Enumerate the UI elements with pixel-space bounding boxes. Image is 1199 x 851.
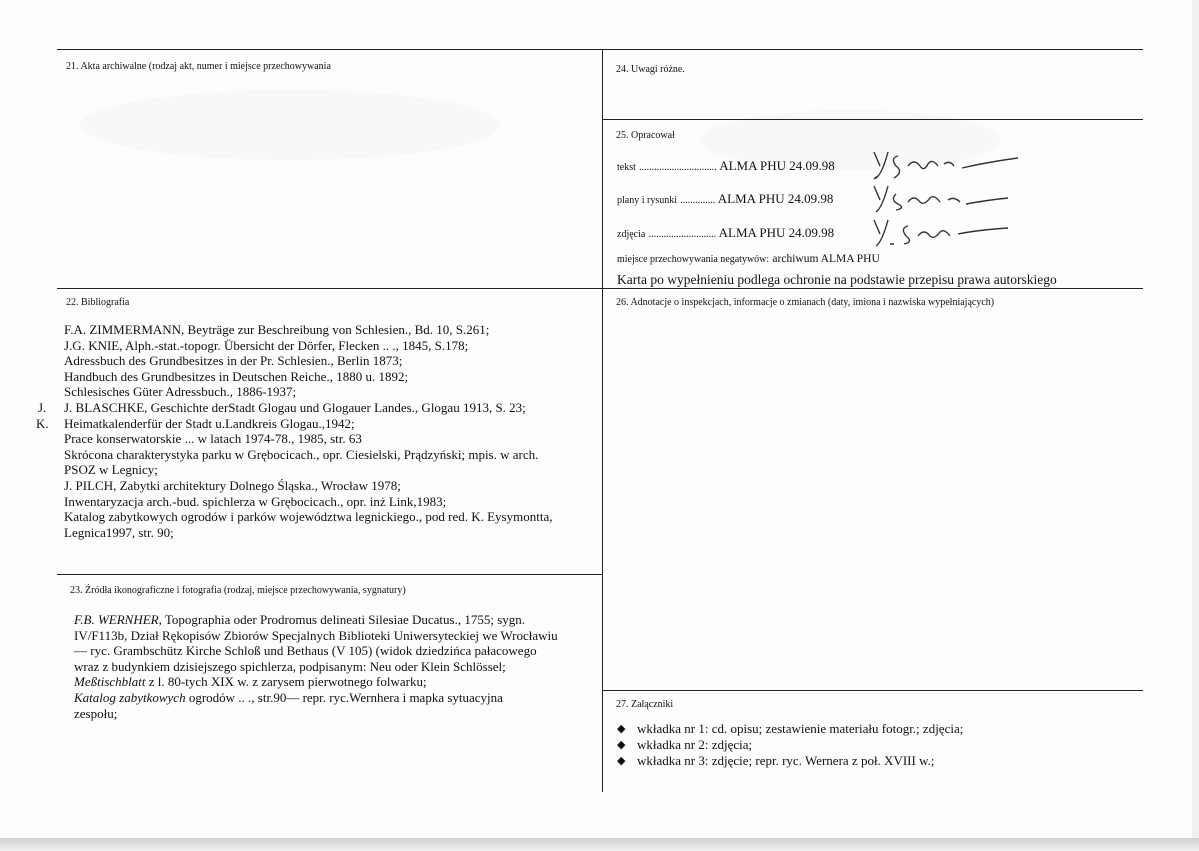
bibliography-line: J. BLASCHKE, Geschichte derStadt Glogau und Glogauer Landes., Glogau 1913, S. 23;	[64, 399, 526, 415]
row-tekst	[617, 158, 835, 174]
bibliography-line: Heimatkalenderfür der Stadt u.Landkreis Glogau.,1942;	[64, 415, 355, 431]
section-25-title: 25. Opracował	[616, 130, 675, 141]
section-24-title: 24. Uwagi różne.	[616, 64, 685, 75]
bibliography-line: J. PILCH, Zabytki architektury Dolnego Śląska., Wrocław 1978;	[64, 477, 401, 493]
bibliography-line: Handbuch des Grundbesitzes in Deutschen Reiche., 1880 u. 1892;	[64, 368, 409, 384]
section-26-title: 26. Adnotacje o inspekcjach, informacje o zmianach (daty, imiona i nazwiska wypełniających)	[616, 297, 995, 308]
bibliography-line: PSOZ w Legnicy;	[64, 462, 158, 478]
section-27-title: 27. Załączniki	[616, 699, 674, 710]
margin-marker-j: J.	[38, 400, 47, 415]
attachment-item	[617, 753, 963, 769]
iconography-text: Topographia oder Prodromus delineati Silesiae Ducatus., 1755; sygn.	[161, 612, 526, 627]
rule-26-27	[602, 690, 1143, 691]
iconography-line	[74, 674, 558, 690]
diamond-bullet-icon: ◆	[617, 755, 626, 767]
top-rule	[57, 49, 1143, 50]
row-label: tekst	[617, 162, 636, 173]
attachment-text: wkładka nr 2: zdjęcia;	[637, 737, 753, 752]
section-21-title: 21. Akta archiwalne (rodzaj akt, numer i miejsce przechowywania	[66, 61, 331, 72]
scan-edge-bottom	[0, 838, 1199, 851]
rule-24-25	[602, 119, 1143, 120]
row-zdjecia	[617, 225, 834, 241]
row-value: ALMA PHU 24.09.98	[719, 158, 835, 173]
bibliography-line: Legnica1997, str. 90;	[64, 524, 174, 540]
row-dots: ..............	[680, 195, 716, 206]
section-22-title: 22. Bibliografia	[66, 297, 130, 308]
bibliography-line: J.G. KNIE, Alph.-stat.-topogr. Übersicht der Dörfer, Flecken .. ., 1845, S.178;	[64, 337, 469, 353]
iconography-line: zespołu;	[74, 705, 118, 721]
bibliography-line: Schlesisches Güter Adressbuch., 1886-1937;	[64, 384, 297, 400]
iconography-line	[74, 612, 558, 628]
signature-icon	[868, 214, 1028, 250]
iconography-line: — ryc. Grambschütz Kirche Schloß und Bethaus (V 105) (widok dziedzińca pałacowego	[74, 643, 537, 659]
attachment-item	[617, 737, 963, 753]
copyright-notice: Karta po wypełnieniu podlega ochronie na podstawie przepisu prawa autorskiego	[617, 272, 1057, 287]
paper-stain	[80, 90, 500, 160]
attachment-item	[617, 721, 963, 737]
row-label: plany i rysunki	[617, 195, 677, 206]
bibliography-line: Skrócona charakterystyka parku w Grębocicach., opr. Ciesielski, Prądzyński; mpis. w arch.	[64, 446, 539, 462]
attachments-list	[617, 721, 963, 769]
iconography-italic: F.B. WERNHER,	[74, 612, 162, 627]
bibliography-list	[64, 322, 552, 540]
iconography-line	[74, 690, 558, 706]
signature-icon	[868, 180, 1028, 216]
diamond-bullet-icon: ◆	[617, 739, 626, 751]
iconography-text: ogrodów .. ., str.90— repr. ryc.Wernhera i mapka sytuacyjna	[185, 689, 503, 705]
negatives-label: miejsce przechowywania negatywów:	[617, 254, 770, 265]
row-dots: ...........................	[648, 229, 717, 240]
diamond-bullet-icon: ◆	[617, 723, 626, 735]
rule-22-23	[57, 574, 602, 575]
attachment-text: wkładka nr 1: cd. opisu; zestawienie materiału fotogr.; zdjęcia;	[637, 721, 964, 736]
attachment-text: wkładka nr 3: zdjęcie; repr. ryc. Wernera z poł. XVIII w.;	[637, 753, 935, 768]
iconography-italic: Meßtischblatt	[74, 674, 146, 690]
bibliography-line: Inwentaryzacja arch.-bud. spichlerza w Grębocicach., opr. inż Link,1983;	[64, 493, 447, 509]
iconography-text: z l. 80-tych XIX w. z zarysem pierwotnego folwarku;	[145, 674, 427, 690]
margin-marker-k: K.	[36, 415, 49, 431]
mid-rule	[57, 288, 1143, 289]
bibliography-line: Prace konserwatorskie ... w latach 1974-78., 1985, str. 63	[64, 431, 362, 447]
negatives-value: archiwum ALMA PHU	[772, 253, 880, 265]
bibliography-line: F.A. ZIMMERMANN, Beyträge zur Beschreibung von Schlesien., Bd. 10, S.261;	[64, 322, 490, 337]
row-value: ALMA PHU 24.09.98	[717, 191, 834, 206]
scan-edge-right	[1192, 0, 1199, 851]
row-plany	[617, 191, 833, 207]
bibliography-line: Adressbuch des Grundbesitzes in der Pr. Schlesien., Berlin 1873;	[64, 353, 403, 369]
negatives-row	[617, 250, 880, 266]
row-dots: ...............................	[639, 162, 717, 173]
signature-icon	[868, 146, 1028, 182]
bibliography-line: Katalog zabytkowych ogrodów i parków województwa legnickiego., pod red. K. Eysymontta,	[64, 509, 553, 525]
iconography-italic: Katalog zabytkowych	[74, 689, 186, 705]
row-label: zdjęcia	[617, 229, 646, 240]
section-23-title: 23. Źródła ikonograficzne i fotografia (rodzaj, miejsce przechowywania, sygnatury)	[70, 585, 406, 596]
iconography-line: wraz z budynkiem dzisiejszego spichlerza, podpisanym: Neu oder Klein Schlössel;	[74, 658, 506, 674]
iconography-list	[74, 612, 558, 721]
center-divider	[602, 49, 603, 792]
iconography-line: IV/F113b, Dział Rękopisów Zbiorów Specjalnych Biblioteki Uniwersyteckiej we Wrocławiu	[74, 627, 558, 643]
row-value: ALMA PHU 24.09.98	[718, 225, 835, 240]
